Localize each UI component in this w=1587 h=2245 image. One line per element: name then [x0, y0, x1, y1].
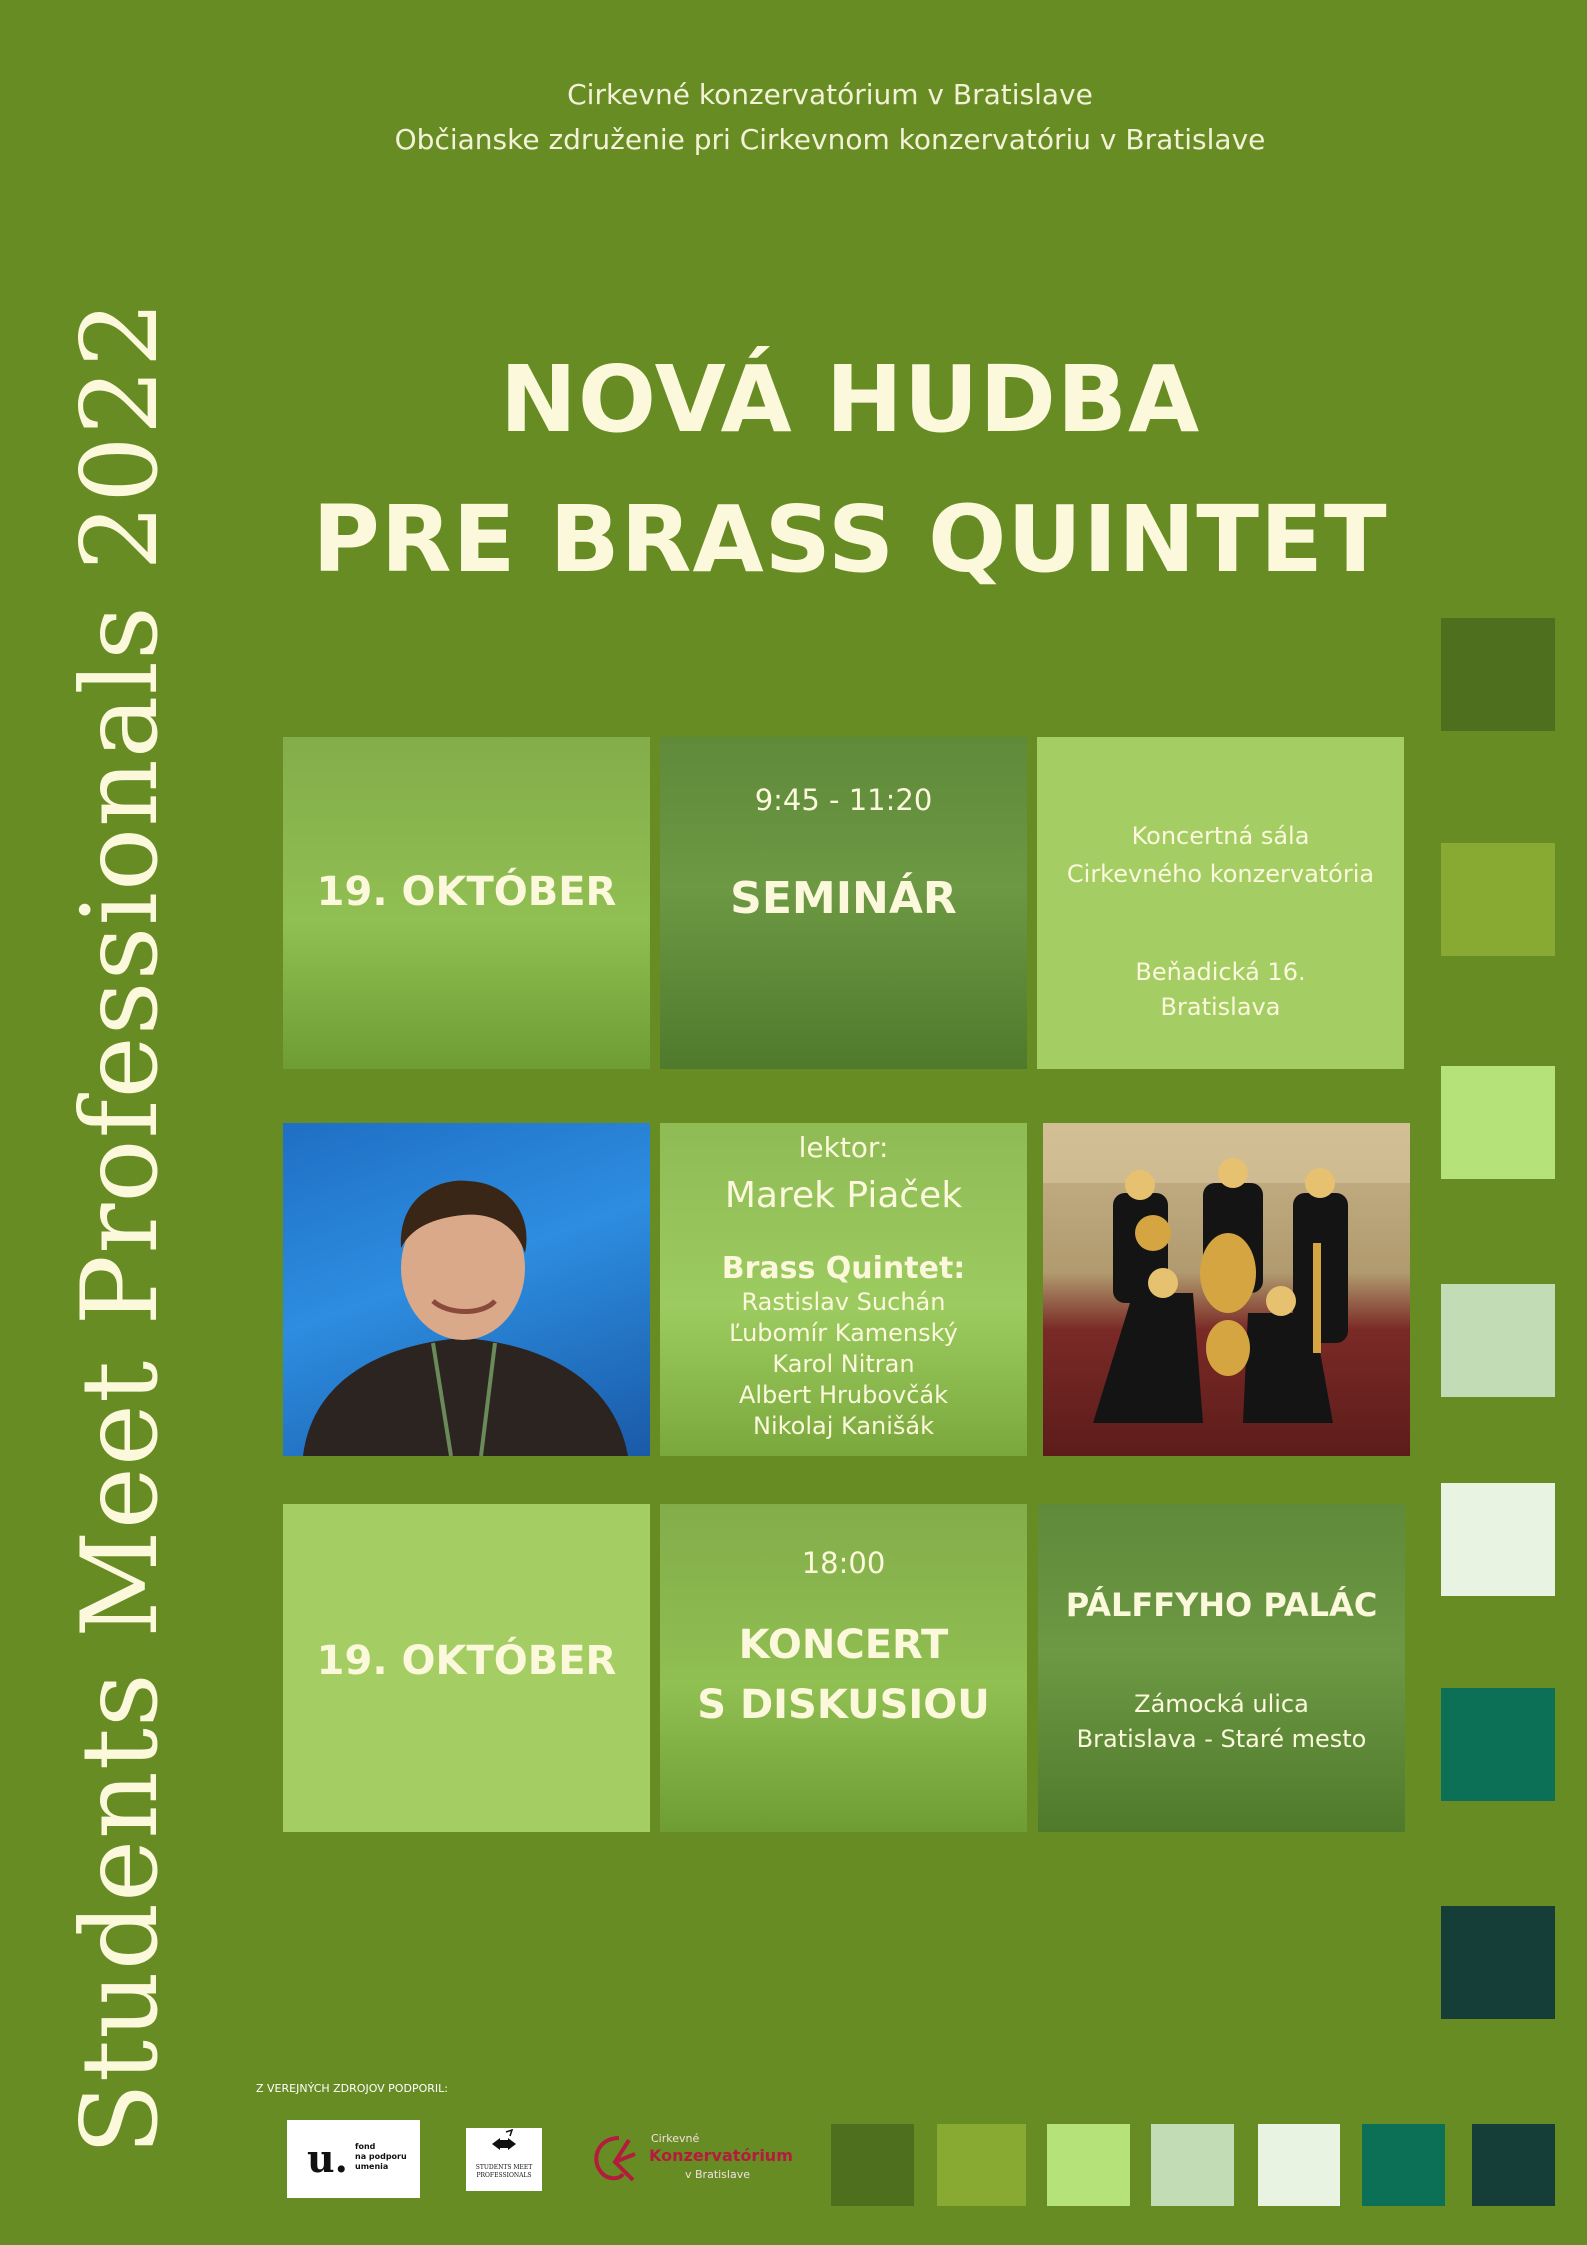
palette-swatch	[1441, 1906, 1555, 2019]
palette-swatch	[1362, 2124, 1445, 2206]
palette-swatch	[1441, 843, 1555, 956]
palette-swatch	[1047, 2124, 1130, 2206]
conservatory-emblem-icon	[585, 2130, 647, 2188]
lecturer-tile	[660, 1123, 1027, 1456]
palette-swatch	[1441, 618, 1555, 731]
seminar-address-line-2: Bratislava	[1160, 993, 1281, 1021]
lecturer-portrait-icon	[283, 1123, 650, 1456]
support-text: Z VEREJNÝCH ZDROJOV PODPORIL:	[256, 2082, 448, 2095]
concert-address-line-2: Bratislava - Staré mesto	[1076, 1725, 1367, 1753]
quintet-photo	[1043, 1123, 1410, 1456]
quintet-member: Karol Nitran	[772, 1350, 915, 1378]
palette-swatch	[1441, 1284, 1555, 1397]
seminar-time: 9:45 - 11:20	[754, 783, 933, 817]
palette-swatch	[1472, 2124, 1555, 2206]
seminar-venue-line-2: Cirkevného konzervatória	[1066, 860, 1375, 888]
concert-date: 19. OKTÓBER	[316, 1638, 617, 1684]
conservatory-logo-main: Konzervatórium	[649, 2146, 793, 2165]
palette-swatch	[1258, 2124, 1340, 2206]
smp-logo-text: PROFESSIONALS	[476, 2172, 532, 2179]
conservatory-logo	[585, 2130, 795, 2190]
palette-swatch	[1441, 1066, 1555, 1179]
seminar-date: 19. OKTÓBER	[316, 869, 617, 915]
seminar-date-tile	[283, 737, 650, 1069]
bow-tie-icon	[466, 2128, 542, 2160]
quintet-label: Brass Quintet:	[721, 1251, 966, 1286]
fpu-logo-text: fond	[355, 2142, 376, 2151]
fpu-logo-mark: u.	[307, 2136, 348, 2181]
main-title-line-1: NOVÁ HUDBA	[499, 346, 1201, 453]
concert-label-line-2: S DISKUSIOU	[697, 1682, 990, 1728]
fpu-logo-text: na podporu	[355, 2152, 407, 2161]
concert-label-line-1: KONCERT	[738, 1622, 949, 1668]
fpu-logo	[287, 2120, 420, 2198]
concert-time: 18:00	[801, 1546, 886, 1580]
seminar-venue-tile	[1037, 737, 1404, 1069]
lecturer-name: Marek Piaček	[724, 1175, 963, 1216]
palette-swatch	[831, 2124, 914, 2206]
main-title-line-2: PRE BRASS QUINTET	[312, 486, 1388, 593]
quintet-member: Rastislav Suchán	[741, 1288, 946, 1316]
lecturer-label: lektor:	[798, 1131, 889, 1164]
seminar-venue-line-1: Koncertná sála	[1131, 822, 1310, 850]
concert-info-tile	[660, 1504, 1027, 1832]
concert-date-tile	[283, 1504, 650, 1832]
concert-venue: PÁLFFYHO PALÁC	[1065, 1586, 1378, 1624]
quintet-member: Albert Hrubovčák	[738, 1381, 949, 1409]
fpu-logo-text: umenia	[355, 2162, 389, 2171]
seminar-label: SEMINÁR	[730, 873, 957, 924]
seminar-address-line-1: Beňadická 16.	[1135, 958, 1306, 986]
organizer-line-2: Občianske združenie pri Cirkevnom konzervatóriu v Bratislave	[394, 123, 1266, 156]
palette-swatch	[1441, 1688, 1555, 1801]
quintet-member: Nikolaj Kanišák	[752, 1412, 935, 1440]
seminar-info-tile	[660, 737, 1027, 1069]
smp-logo-text: STUDENTS MEET	[475, 2164, 533, 2171]
conservatory-logo-bottom: v Bratislave	[685, 2168, 750, 2181]
palette-swatch	[1151, 2124, 1234, 2206]
brass-quintet-group-icon	[1043, 1123, 1410, 1456]
side-title: Students Meet Professionals 2022	[59, 299, 181, 2155]
quintet-member: Ľubomír Kamenský	[729, 1319, 958, 1347]
smp-logo	[466, 2128, 542, 2191]
concert-address-line-1: Zámocká ulica	[1134, 1690, 1309, 1718]
organizer-line-1: Cirkevné konzervatórium v Bratislave	[567, 78, 1093, 111]
palette-swatch	[1441, 1483, 1555, 1596]
conservatory-logo-top: Cirkevné	[651, 2132, 700, 2145]
lecturer-photo	[283, 1123, 650, 1456]
palette-swatch	[937, 2124, 1026, 2206]
concert-venue-tile	[1038, 1504, 1405, 1832]
